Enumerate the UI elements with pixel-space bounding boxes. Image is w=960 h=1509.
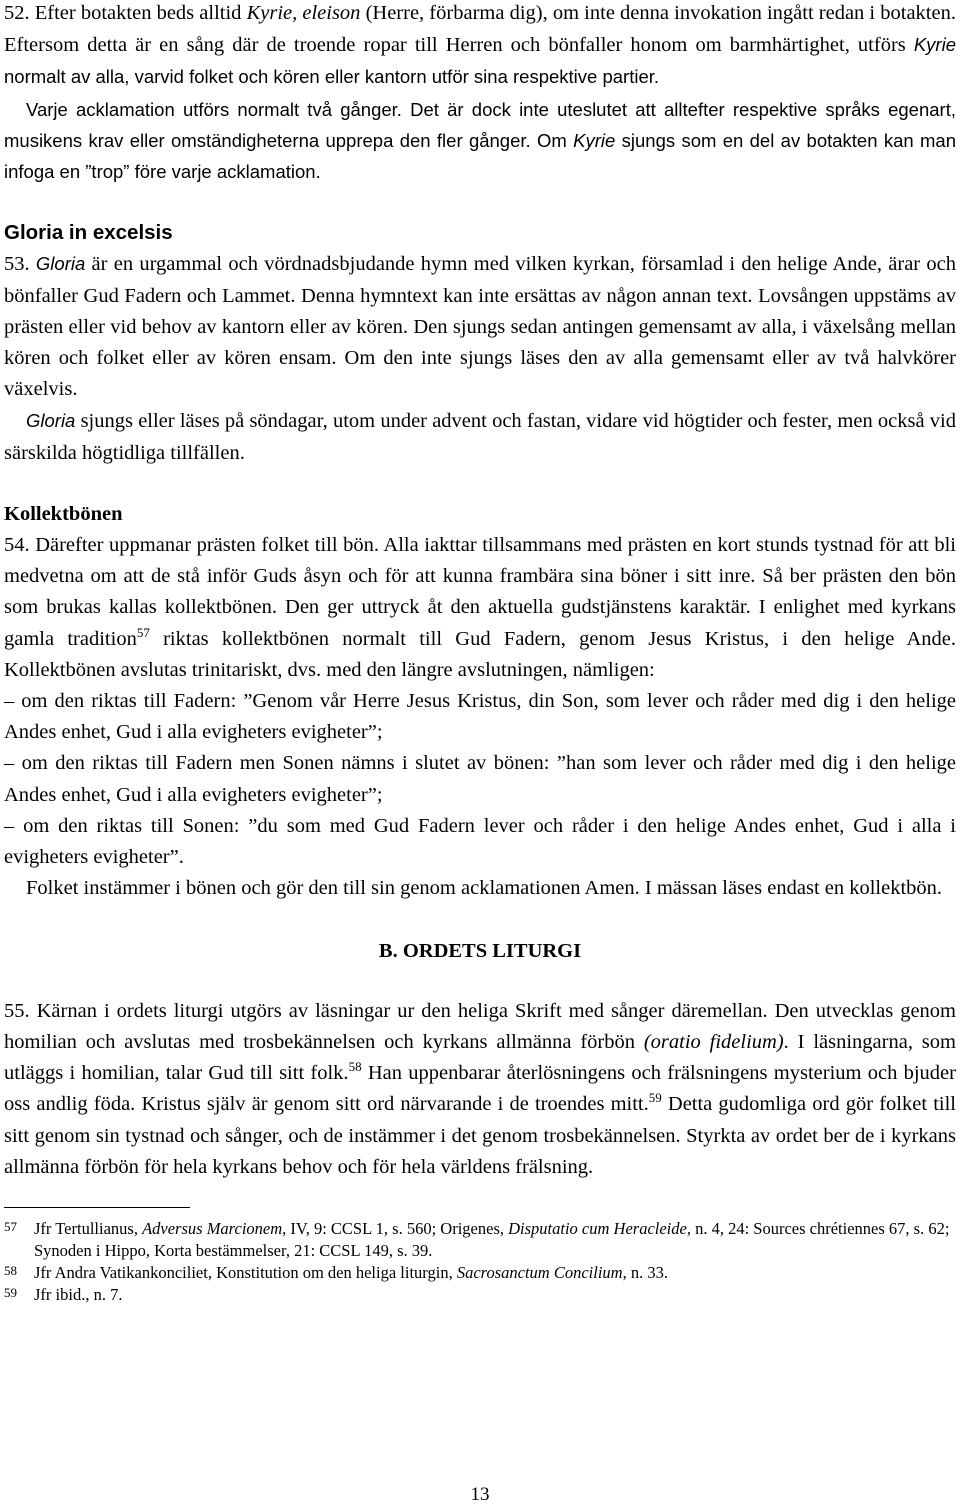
paragraph-54-continued: Folket instämmer i bönen och gör den till sin genom acklamationen Amen. I mässan läses endast en kollektbön. xyxy=(26,877,943,900)
paragraph-52 xyxy=(4,0,956,94)
italic-text: Kyrie xyxy=(913,34,956,56)
text: Jfr Andra Vatikankonciliet, Konstitution om den heliga liturgin, xyxy=(34,1262,457,1282)
footnote-number: 58 xyxy=(4,1262,17,1278)
heading-gloria: Gloria in excelsis xyxy=(4,221,173,245)
text: sjungs som en del av botakten kan man infoga en ”trop” före varje acklamation. xyxy=(4,129,956,183)
document-page xyxy=(4,0,956,1306)
dash-item-1: – om den riktas till Fadern: ”Genom vår Herre Jesus Kristus, din Son, som lever och råder med dig i den helige Andes enhet, Gud i alla evigheters evigheter”; xyxy=(4,690,956,744)
italic-text: Disputatio cum Heracleide xyxy=(508,1218,687,1238)
text: 52. Efter botakten beds alltid xyxy=(4,2,247,24)
heading-kollektbonen: Kollektbönen xyxy=(4,502,123,525)
footnote-number: 59 xyxy=(4,1284,17,1300)
text: Det är dock inte uteslutet att alltefter respektive språks egenart, musikens krav eller omständigheterna upprepa den fler gånger. xyxy=(4,98,956,151)
italic-text: (oratio fidelium) xyxy=(643,1030,784,1053)
footnote-ref[interactable]: 58 xyxy=(348,1059,362,1075)
footnote-ref[interactable]: 59 xyxy=(648,1090,662,1106)
text: normalt av alla, varvid folket och kören eller kantorn utför sina respektive partier. xyxy=(4,66,660,88)
section-heading: B. ORDETS LITURGI xyxy=(378,940,582,963)
footnotes xyxy=(4,1218,956,1306)
italic-text: Adversus Marcionem xyxy=(142,1218,283,1238)
text: 54. Därefter uppmanar prästen folket till bön. Alla iakttar tillsammans med prästen en kort stunds tystnad för att bli medvetna om att de stå inför Guds åsyn och för att kunna frambära sina böner i sitt inre. Så ber prästen den bön som brukas kallas kollektbönen. Den ger uttryck åt den aktuella gudstjänstens karaktär. I enlighet med kyrkans gamla tradition xyxy=(4,534,956,650)
text: Han uppenbarar återlösningens och frälsningens mysterium och bjuder oss andlig föda. Kristus själv är genom sitt ord närvarande i de troendes mitt. xyxy=(4,1062,956,1116)
italic-text: Gloria xyxy=(35,253,86,275)
italic-text: Kyrie, eleison xyxy=(246,2,361,24)
text: Detta gudomliga ord gör folket till sitt genom sin tystnad och sånger, och de instämmer i det genom trosbekännelsen. Styrkta av ordet ber de i kyrkans allmänna förbön för hela kyrkans behov och för hela världens frälsning. xyxy=(4,1093,956,1178)
page-number: 13 xyxy=(470,1484,490,1505)
paragraph-53-continued xyxy=(4,405,956,468)
paragraph-52-continued xyxy=(4,94,956,188)
footnote-divider xyxy=(4,1207,190,1208)
italic-text: Kyrie xyxy=(573,129,616,151)
text: är en urgammal och vördnadsbjudande hymn med vilken kyrkan, församlad i den helige Ande, ärar och bönfaller Gud Fadern och Lammet. Denna hymntext kan inte ersättas av någon annan text. Lovsången uppstäms av prästen eller vid behov av kantorn eller av kören. Den sjungs sedan antingen gemensamt av alla, i växelsång mellan kören och folket eller av kören ensam. Om den inte sjungs läses den av alla gemensamt eller av två halvkörer växelvis. xyxy=(4,253,956,401)
text: (Herre, förbarma dig), om inte denna invokation ingått redan i botakten. Eftersom detta är en sång där de troende ropar till Herren och bönfaller honom om barmhärtighet, utförs xyxy=(4,2,956,57)
paragraph-54 xyxy=(4,530,956,686)
text: Om xyxy=(530,129,574,151)
footnote-ref[interactable]: 57 xyxy=(136,624,150,640)
text: Jfr Tertullianus, xyxy=(34,1218,143,1238)
footnote-59 xyxy=(4,1284,956,1306)
italic-text: Sacrosanctum Concilium xyxy=(456,1262,623,1282)
dash-item-2: – om den riktas till Fadern men Sonen nämns i slutet av bönen: ”han som lever och råder med dig i den helige Andes enhet, Gud i alla evigheters evigheter”; xyxy=(4,752,956,806)
italic-text: Gloria xyxy=(26,410,76,432)
text: , n. 33. xyxy=(622,1262,668,1282)
text: riktas kollektbönen normalt till Gud Fadern, genom Jesus Kristus, i den helige Ande. Kollektbönen avslutas trinitariskt, dvs. med den längre avslutningen, nämligen: xyxy=(4,627,956,681)
text: . I läsningarna, som utläggs i homilian, talar Gud till sitt folk. xyxy=(4,1030,956,1085)
text: 55. Kärnan i ordets liturgi utgörs av läsningar ur den heliga Skrift med sånger däremellan. Den utvecklas genom homilian och avslutas med trosbekännelsen och kyrkans allmänna förbön xyxy=(4,999,956,1053)
text: 53. xyxy=(4,253,36,276)
paragraph-53 xyxy=(4,248,956,405)
footnote-58 xyxy=(4,1262,956,1284)
text: Jfr ibid., n. 7. xyxy=(34,1284,123,1304)
footnote-number: 57 xyxy=(4,1218,17,1234)
text: , IV, 9: CCSL 1, s. 560; Origenes, xyxy=(282,1218,509,1238)
footnote-57 xyxy=(4,1218,956,1262)
dash-item-3: – om den riktas till Sonen: ”du som med Gud Fadern lever och råder i den helige Andes enhet, Gud i alla i evigheters evigheter”. xyxy=(4,814,956,869)
text: sjungs eller läses på söndagar, utom under advent och fastan, vidare vid högtider och fester, men också vid särskilda högtidliga tillfällen. xyxy=(4,410,956,464)
paragraph-55 xyxy=(4,996,956,1183)
text: Varje acklamation utförs normalt två gånger. xyxy=(26,98,402,120)
text: , n. 4, 24: Sources chrétiennes 67, s. 62; Synoden i Hippo, Korta bestämmelser, 21: CCSL 149, s. 39. xyxy=(34,1218,950,1260)
